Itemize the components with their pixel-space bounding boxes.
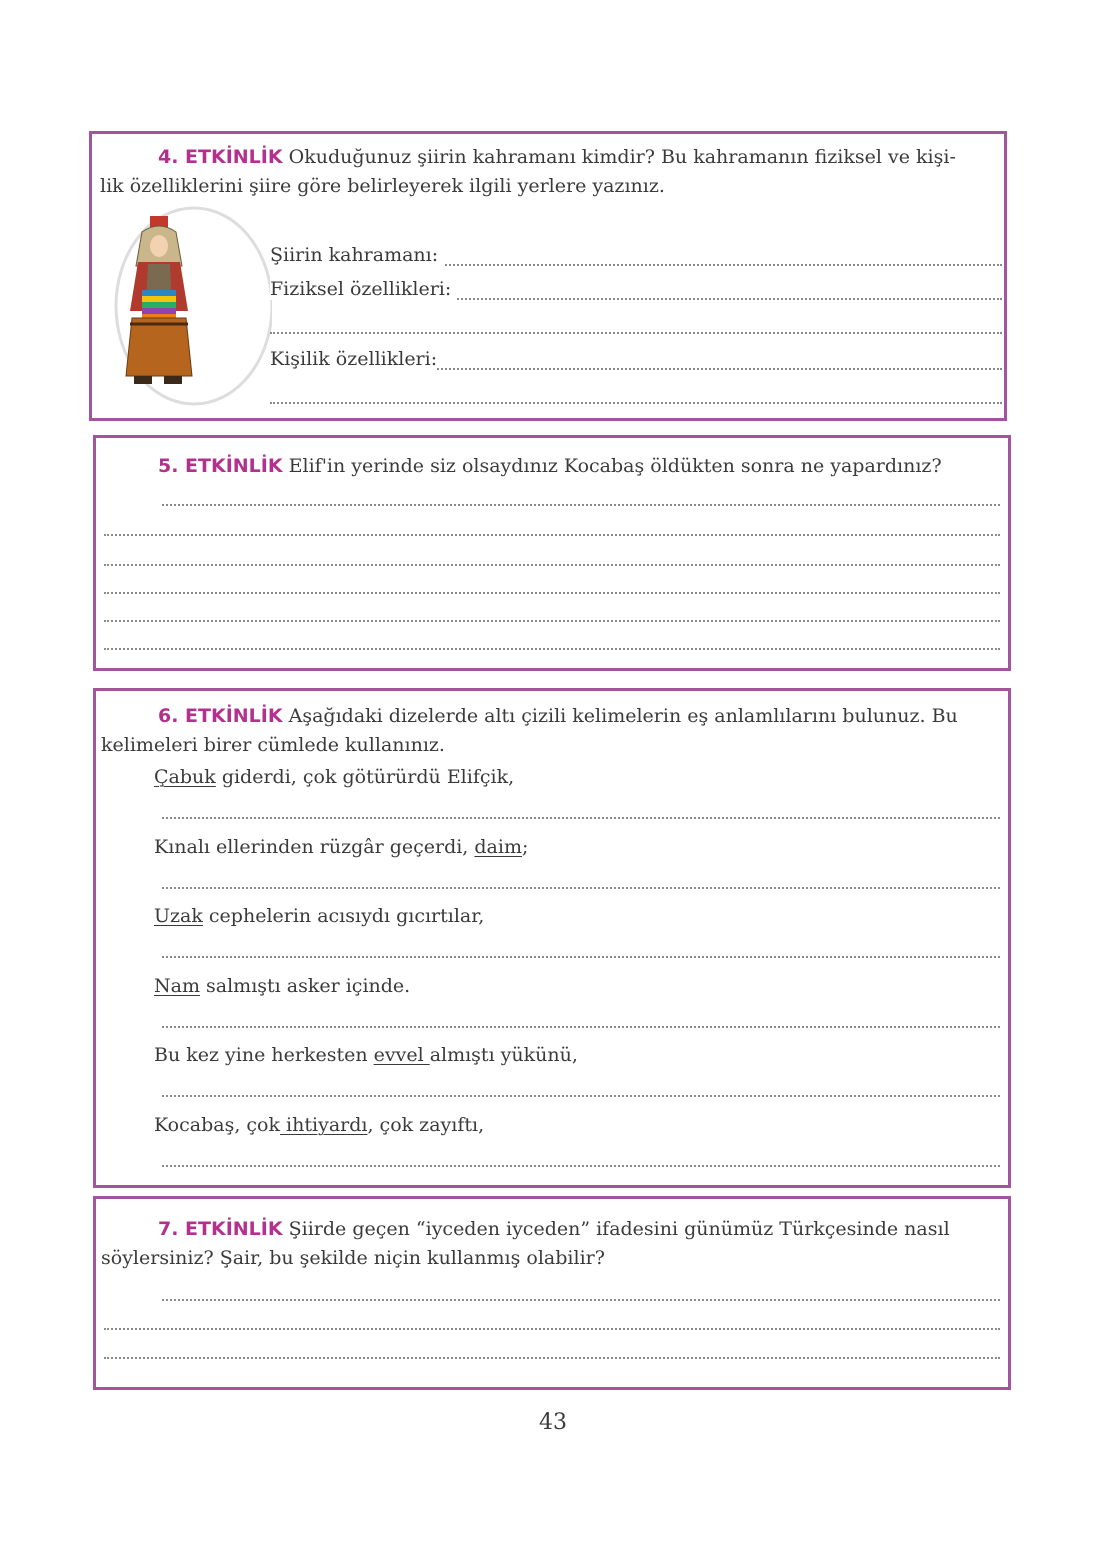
activity-4-prompt-line2: lik özelliklerini şiire göre belirleyerek ilgili yerlere yazınız. [100,175,665,197]
answer-line[interactable] [162,1299,1000,1301]
physical-field-label: Fiziksel özellikleri: [270,278,457,300]
answer-line[interactable] [104,1328,1000,1330]
activity-5-box [93,435,1011,671]
activity-7-label: 7. ETKİNLİK [158,1218,283,1240]
answer-line[interactable] [104,1357,1000,1359]
personality-field-label: Kişilik özellikleri: [270,348,438,370]
underlined-word: Çabuk [154,766,216,788]
activity-4-question: Okuduğunuz şiirin kahramanı kimdir? Bu kahramanın fiziksel ve kişi- [282,146,956,168]
answer-line[interactable] [104,534,1000,536]
activity-7-question: Şiirde geçen “iyceden iyceden” ifadesini günümüz Türkçesinde nasıl [282,1218,950,1240]
activity-4-prompt-line1 [158,143,956,172]
activity-4-box [89,131,1007,421]
underlined-word: Uzak [154,905,203,927]
activity-6-question: Aşağıdaki dizelerde altı çizili kelimelerin eş anlamlılarını bulunuz. Bu [282,705,958,727]
answer-line[interactable] [104,564,1000,566]
hero-field-label: Şiirin kahramanı: [270,244,444,266]
physical-answer-line-2[interactable] [270,332,1002,334]
activity-5-label: 5. ETKİNLİK [158,455,283,477]
activity-5-question: Elif'in yerinde siz olsaydınız Kocabaş öldükten sonra ne yapardınız? [282,455,942,477]
verse-line-6: Kocabaş, çok ihtiyardı, çok zayıftı, [154,1114,485,1136]
activity-6-label: 6. ETKİNLİK [158,705,283,727]
answer-line[interactable] [162,1095,1000,1097]
activity-6-box [93,688,1011,1188]
activity-6-prompt-line1 [158,702,958,731]
verse-line-3: Uzak cephelerin acısıydı gıcırtılar, [154,905,485,927]
activity-7-box [93,1196,1011,1390]
verse-line-5: Bu kez yine herkesten evvel almıştı yükünü, [154,1044,578,1066]
answer-line[interactable] [162,887,1000,889]
answer-line[interactable] [104,620,1000,622]
underlined-word: daim [474,836,522,858]
answer-line[interactable] [162,1165,1000,1167]
answer-line[interactable] [162,956,1000,958]
activity-6-prompt-line2: kelimeleri birer cümlede kullanınız. [101,734,445,756]
answer-line[interactable] [104,592,1000,594]
verse-line-2: Kınalı ellerinden rüzgâr geçerdi, daim; [154,836,529,858]
answer-line[interactable] [162,1026,1000,1028]
activity-5-prompt [158,452,942,481]
personality-answer-line-2[interactable] [270,402,1002,404]
verse-line-4: Nam salmıştı asker içinde. [154,975,411,997]
underlined-word: ihtiyardı [280,1114,368,1136]
underlined-word: Nam [154,975,200,997]
activity-7-prompt-line1 [158,1215,950,1244]
activity-7-prompt-line2: söylersiniz? Şair, bu şekilde niçin kullanmış olabilir? [101,1247,605,1269]
grandmother-illustration [112,206,272,406]
answer-line[interactable] [162,817,1000,819]
activity-4-label: 4. ETKİNLİK [158,146,283,168]
underlined-word: evvel [373,1044,430,1066]
answer-line[interactable] [104,648,1000,650]
answer-line[interactable] [162,504,1000,506]
verse-line-1: Çabuk giderdi, çok götürürdü Elifçik, [154,766,515,788]
page-number: 43 [539,1410,567,1435]
